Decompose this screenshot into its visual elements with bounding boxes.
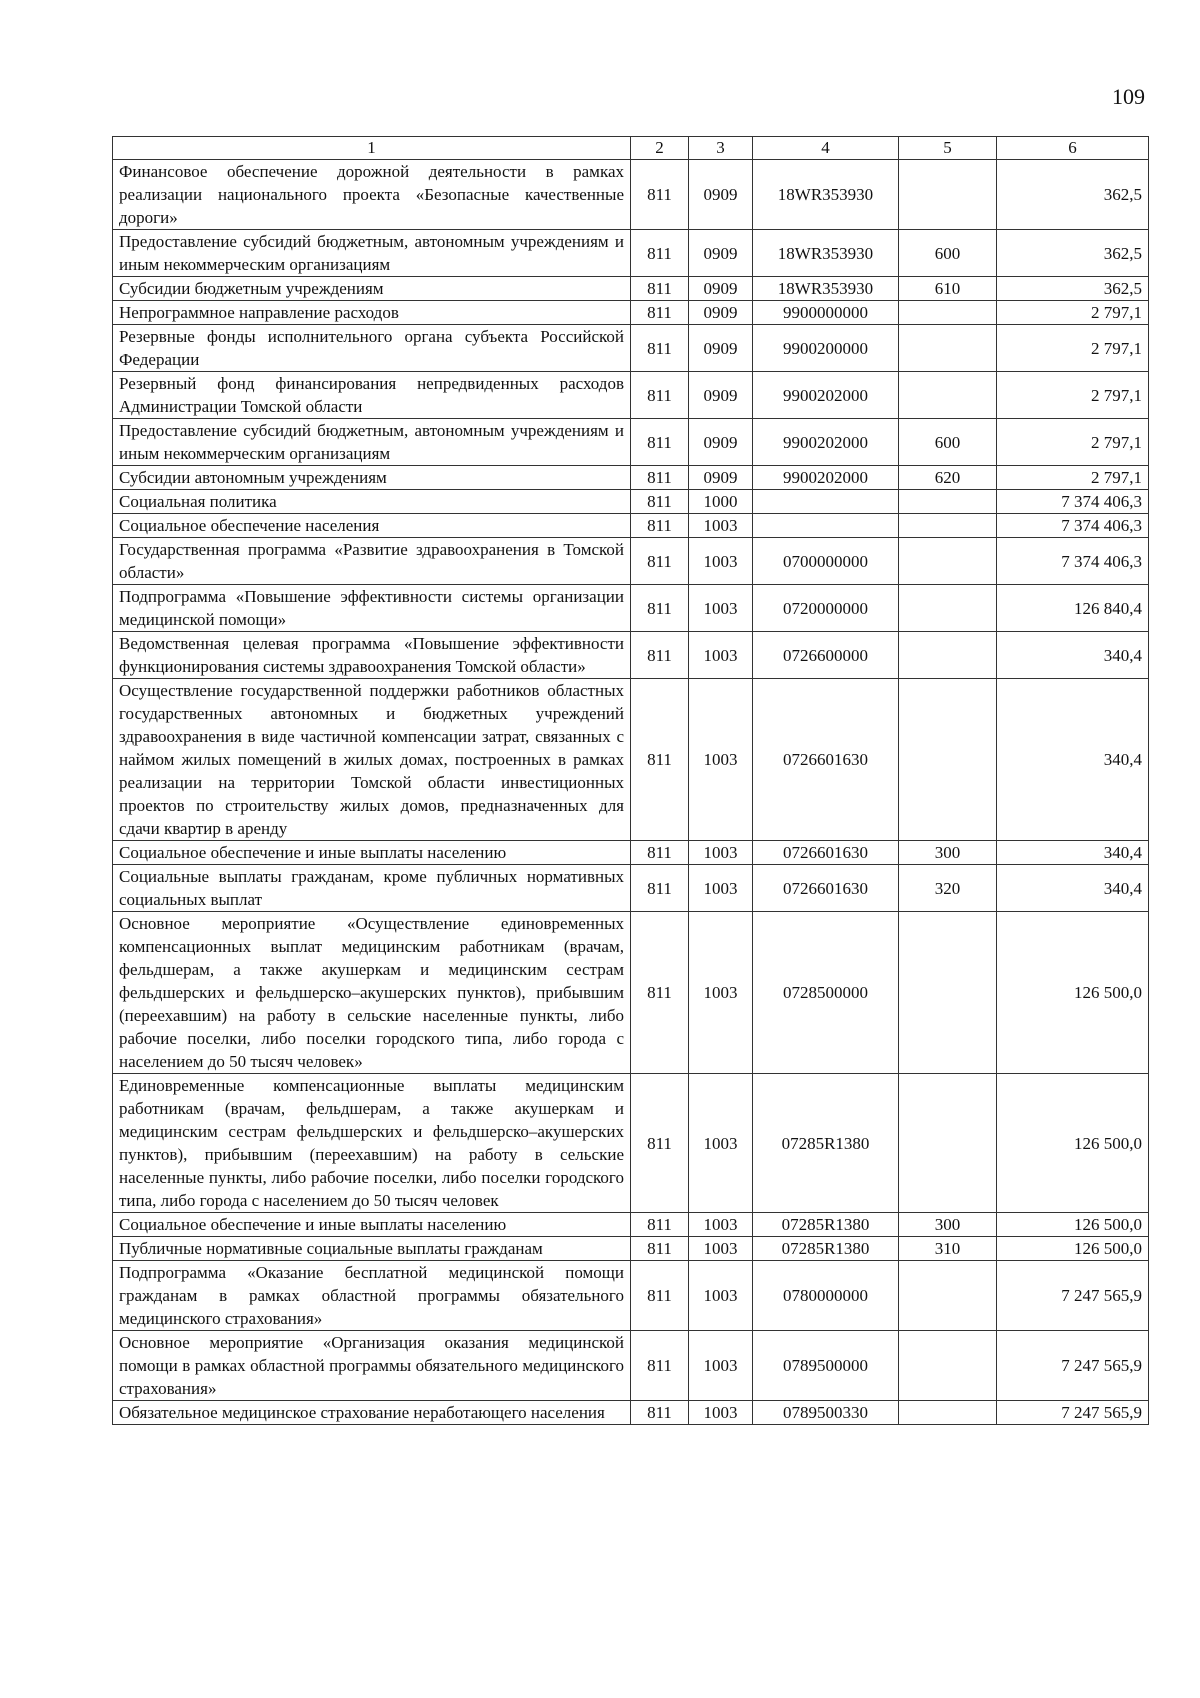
table-row [113, 912, 1149, 1074]
row-section-code: 1003 [689, 1237, 753, 1261]
row-expense-type [899, 1261, 997, 1331]
row-expense-type [899, 1331, 997, 1401]
row-section-code: 1003 [689, 538, 753, 585]
header-cell: 4 [753, 137, 899, 160]
row-expense-type: 620 [899, 466, 997, 490]
row-grbs-code: 811 [631, 912, 689, 1074]
table-row [113, 1213, 1149, 1237]
row-section-code: 1003 [689, 865, 753, 912]
row-target-article: 07285R1380 [753, 1237, 899, 1261]
row-expense-type [899, 372, 997, 419]
header-cell: 5 [899, 137, 997, 160]
table-row [113, 585, 1149, 632]
row-expense-type: 610 [899, 277, 997, 301]
row-amount: 362,5 [997, 160, 1149, 230]
row-name: Государственная программа «Развитие здравоохранения в Томской области» [113, 538, 631, 585]
row-expense-type [899, 160, 997, 230]
row-grbs-code: 811 [631, 160, 689, 230]
row-expense-type: 320 [899, 865, 997, 912]
row-section-code: 1003 [689, 1213, 753, 1237]
row-section-code: 1003 [689, 514, 753, 538]
row-target-article: 0726601630 [753, 841, 899, 865]
row-expense-type [899, 585, 997, 632]
row-name: Резервные фонды исполнительного органа субъекта Российской Федерации [113, 325, 631, 372]
row-expense-type: 600 [899, 419, 997, 466]
budget-table [112, 136, 1149, 1425]
row-expense-type [899, 325, 997, 372]
row-expense-type [899, 514, 997, 538]
row-grbs-code: 811 [631, 490, 689, 514]
row-name: Предоставление субсидий бюджетным, автономным учреждениям и иным некоммерческим организациям [113, 419, 631, 466]
row-target-article: 9900200000 [753, 325, 899, 372]
row-target-article: 0726601630 [753, 679, 899, 841]
row-target-article: 0720000000 [753, 585, 899, 632]
row-grbs-code: 811 [631, 585, 689, 632]
table-row [113, 230, 1149, 277]
row-grbs-code: 811 [631, 632, 689, 679]
row-amount: 340,4 [997, 632, 1149, 679]
header-cell: 1 [113, 137, 631, 160]
row-grbs-code: 811 [631, 1213, 689, 1237]
row-grbs-code: 811 [631, 538, 689, 585]
table-row [113, 490, 1149, 514]
row-amount: 126 500,0 [997, 1074, 1149, 1213]
row-grbs-code: 811 [631, 679, 689, 841]
row-section-code: 1003 [689, 912, 753, 1074]
row-name: Финансовое обеспечение дорожной деятельности в рамках реализации национального проекта «Безопасные качественные дороги» [113, 160, 631, 230]
row-amount: 7 247 565,9 [997, 1401, 1149, 1425]
row-target-article: 0789500330 [753, 1401, 899, 1425]
row-section-code: 0909 [689, 419, 753, 466]
row-expense-type [899, 1401, 997, 1425]
row-section-code: 1003 [689, 1331, 753, 1401]
row-section-code: 0909 [689, 160, 753, 230]
row-target-article [753, 490, 899, 514]
row-section-code: 0909 [689, 301, 753, 325]
row-expense-type: 310 [899, 1237, 997, 1261]
row-target-article: 9900000000 [753, 301, 899, 325]
row-expense-type: 600 [899, 230, 997, 277]
row-name: Подпрограмма «Оказание бесплатной медицинской помощи гражданам в рамках областной программы обязательного медицинского страхования» [113, 1261, 631, 1331]
row-target-article: 0726601630 [753, 865, 899, 912]
row-grbs-code: 811 [631, 1074, 689, 1213]
row-grbs-code: 811 [631, 841, 689, 865]
row-section-code: 0909 [689, 372, 753, 419]
table-row [113, 679, 1149, 841]
row-expense-type: 300 [899, 1213, 997, 1237]
row-name: Подпрограмма «Повышение эффективности системы организации медицинской помощи» [113, 585, 631, 632]
row-expense-type [899, 1074, 997, 1213]
row-name: Резервный фонд финансирования непредвиденных расходов Администрации Томской области [113, 372, 631, 419]
row-grbs-code: 811 [631, 1401, 689, 1425]
row-grbs-code: 811 [631, 325, 689, 372]
row-name: Социальное обеспечение населения [113, 514, 631, 538]
row-section-code: 0909 [689, 325, 753, 372]
table-row [113, 1401, 1149, 1425]
row-section-code: 1003 [689, 1074, 753, 1213]
row-target-article: 0789500000 [753, 1331, 899, 1401]
row-name: Социальное обеспечение и иные выплаты населению [113, 841, 631, 865]
row-section-code: 1003 [689, 585, 753, 632]
row-target-article: 0726600000 [753, 632, 899, 679]
table-row [113, 466, 1149, 490]
row-name: Социальная политика [113, 490, 631, 514]
row-name: Единовременные компенсационные выплаты медицинским работникам (врачам, фельдшерам, а также акушеркам и медицинским сестрам фельдшерских и фельдшерско–акушерских пунктов), прибывшим (переехавшим) на работу в сельские населенные пункты, либо рабочие поселки, либо поселки городского типа, либо города с населением до 50 тысяч человек [113, 1074, 631, 1213]
row-amount: 126 840,4 [997, 585, 1149, 632]
table-row [113, 1074, 1149, 1213]
row-section-code: 1003 [689, 1401, 753, 1425]
row-amount: 362,5 [997, 230, 1149, 277]
header-cell: 3 [689, 137, 753, 160]
row-amount: 7 374 406,3 [997, 490, 1149, 514]
row-target-article: 9900202000 [753, 466, 899, 490]
row-section-code: 0909 [689, 230, 753, 277]
row-grbs-code: 811 [631, 514, 689, 538]
row-section-code: 1000 [689, 490, 753, 514]
row-amount: 7 374 406,3 [997, 514, 1149, 538]
row-expense-type: 300 [899, 841, 997, 865]
row-name: Предоставление субсидий бюджетным, автономным учреждениям и иным некоммерческим организациям [113, 230, 631, 277]
row-expense-type [899, 490, 997, 514]
header-cell: 2 [631, 137, 689, 160]
table-row [113, 841, 1149, 865]
table-row [113, 160, 1149, 230]
row-grbs-code: 811 [631, 372, 689, 419]
row-target-article: 0728500000 [753, 912, 899, 1074]
row-grbs-code: 811 [631, 301, 689, 325]
row-grbs-code: 811 [631, 1261, 689, 1331]
row-name: Основное мероприятие «Организация оказания медицинской помощи в рамках областной программы обязательного медицинского страхования» [113, 1331, 631, 1401]
row-grbs-code: 811 [631, 1237, 689, 1261]
row-amount: 340,4 [997, 679, 1149, 841]
row-amount: 2 797,1 [997, 466, 1149, 490]
row-expense-type [899, 538, 997, 585]
row-grbs-code: 811 [631, 419, 689, 466]
row-amount: 2 797,1 [997, 372, 1149, 419]
table-row [113, 277, 1149, 301]
row-name: Осуществление государственной поддержки работников областных государственных автономных и бюджетных учреждений здравоохранения в виде частичной компенсации затрат, связанных с наймом жилых помещений в жилых домах, построенных в рамках реализации на территории Томской области инвестиционных проектов по строительству жилых домов, предназначенных для сдачи квартир в аренду [113, 679, 631, 841]
row-target-article: 9900202000 [753, 372, 899, 419]
row-amount: 2 797,1 [997, 419, 1149, 466]
row-amount: 126 500,0 [997, 1237, 1149, 1261]
row-expense-type [899, 632, 997, 679]
row-amount: 126 500,0 [997, 1213, 1149, 1237]
row-name: Непрограммное направление расходов [113, 301, 631, 325]
table-row [113, 514, 1149, 538]
row-section-code: 1003 [689, 1261, 753, 1331]
row-section-code: 1003 [689, 841, 753, 865]
row-expense-type [899, 679, 997, 841]
row-target-article: 07285R1380 [753, 1213, 899, 1237]
row-name: Основное мероприятие «Осуществление единовременных компенсационных выплат медицинским работникам (врачам, фельдшерам, а также акушеркам и медицинским сестрам фельдшерских и фельдшерско–акушерских пунктов), прибывшим (переехавшим) на работу в сельские населенные пункты, либо рабочие поселки, либо поселки городского типа, либо города с населением до 50 тысяч человек» [113, 912, 631, 1074]
row-target-article: 18WR353930 [753, 230, 899, 277]
row-name: Публичные нормативные социальные выплаты гражданам [113, 1237, 631, 1261]
table-row [113, 632, 1149, 679]
page-number: 109 [1112, 84, 1145, 109]
row-target-article: 9900202000 [753, 419, 899, 466]
table-row [113, 372, 1149, 419]
header-row [113, 137, 1149, 160]
row-name: Субсидии бюджетным учреждениям [113, 277, 631, 301]
row-grbs-code: 811 [631, 466, 689, 490]
row-target-article: 07285R1380 [753, 1074, 899, 1213]
row-amount: 340,4 [997, 865, 1149, 912]
row-target-article: 18WR353930 [753, 160, 899, 230]
row-expense-type [899, 301, 997, 325]
table-row [113, 301, 1149, 325]
row-amount: 340,4 [997, 841, 1149, 865]
row-name: Субсидии автономным учреждениям [113, 466, 631, 490]
table-row [113, 1261, 1149, 1331]
row-amount: 362,5 [997, 277, 1149, 301]
row-amount: 7 247 565,9 [997, 1331, 1149, 1401]
row-name: Обязательное медицинское страхование неработающего населения [113, 1401, 631, 1425]
row-name: Ведомственная целевая программа «Повышение эффективности функционирования системы здравоохранения Томской области» [113, 632, 631, 679]
row-grbs-code: 811 [631, 865, 689, 912]
row-grbs-code: 811 [631, 230, 689, 277]
row-section-code: 1003 [689, 632, 753, 679]
header-cell: 6 [997, 137, 1149, 160]
table-row [113, 325, 1149, 372]
row-target-article [753, 514, 899, 538]
table-row [113, 538, 1149, 585]
table-row [113, 1331, 1149, 1401]
row-name: Социальные выплаты гражданам, кроме публичных нормативных социальных выплат [113, 865, 631, 912]
row-amount: 7 374 406,3 [997, 538, 1149, 585]
row-amount: 7 247 565,9 [997, 1261, 1149, 1331]
table-body [113, 160, 1149, 1425]
row-name: Социальное обеспечение и иные выплаты населению [113, 1213, 631, 1237]
table-row [113, 1237, 1149, 1261]
row-amount: 2 797,1 [997, 325, 1149, 372]
row-section-code: 1003 [689, 679, 753, 841]
table-row [113, 419, 1149, 466]
row-target-article: 0700000000 [753, 538, 899, 585]
row-amount: 2 797,1 [997, 301, 1149, 325]
row-grbs-code: 811 [631, 277, 689, 301]
row-target-article: 0780000000 [753, 1261, 899, 1331]
row-expense-type [899, 912, 997, 1074]
row-amount: 126 500,0 [997, 912, 1149, 1074]
table-row [113, 865, 1149, 912]
row-section-code: 0909 [689, 277, 753, 301]
row-section-code: 0909 [689, 466, 753, 490]
row-grbs-code: 811 [631, 1331, 689, 1401]
row-target-article: 18WR353930 [753, 277, 899, 301]
